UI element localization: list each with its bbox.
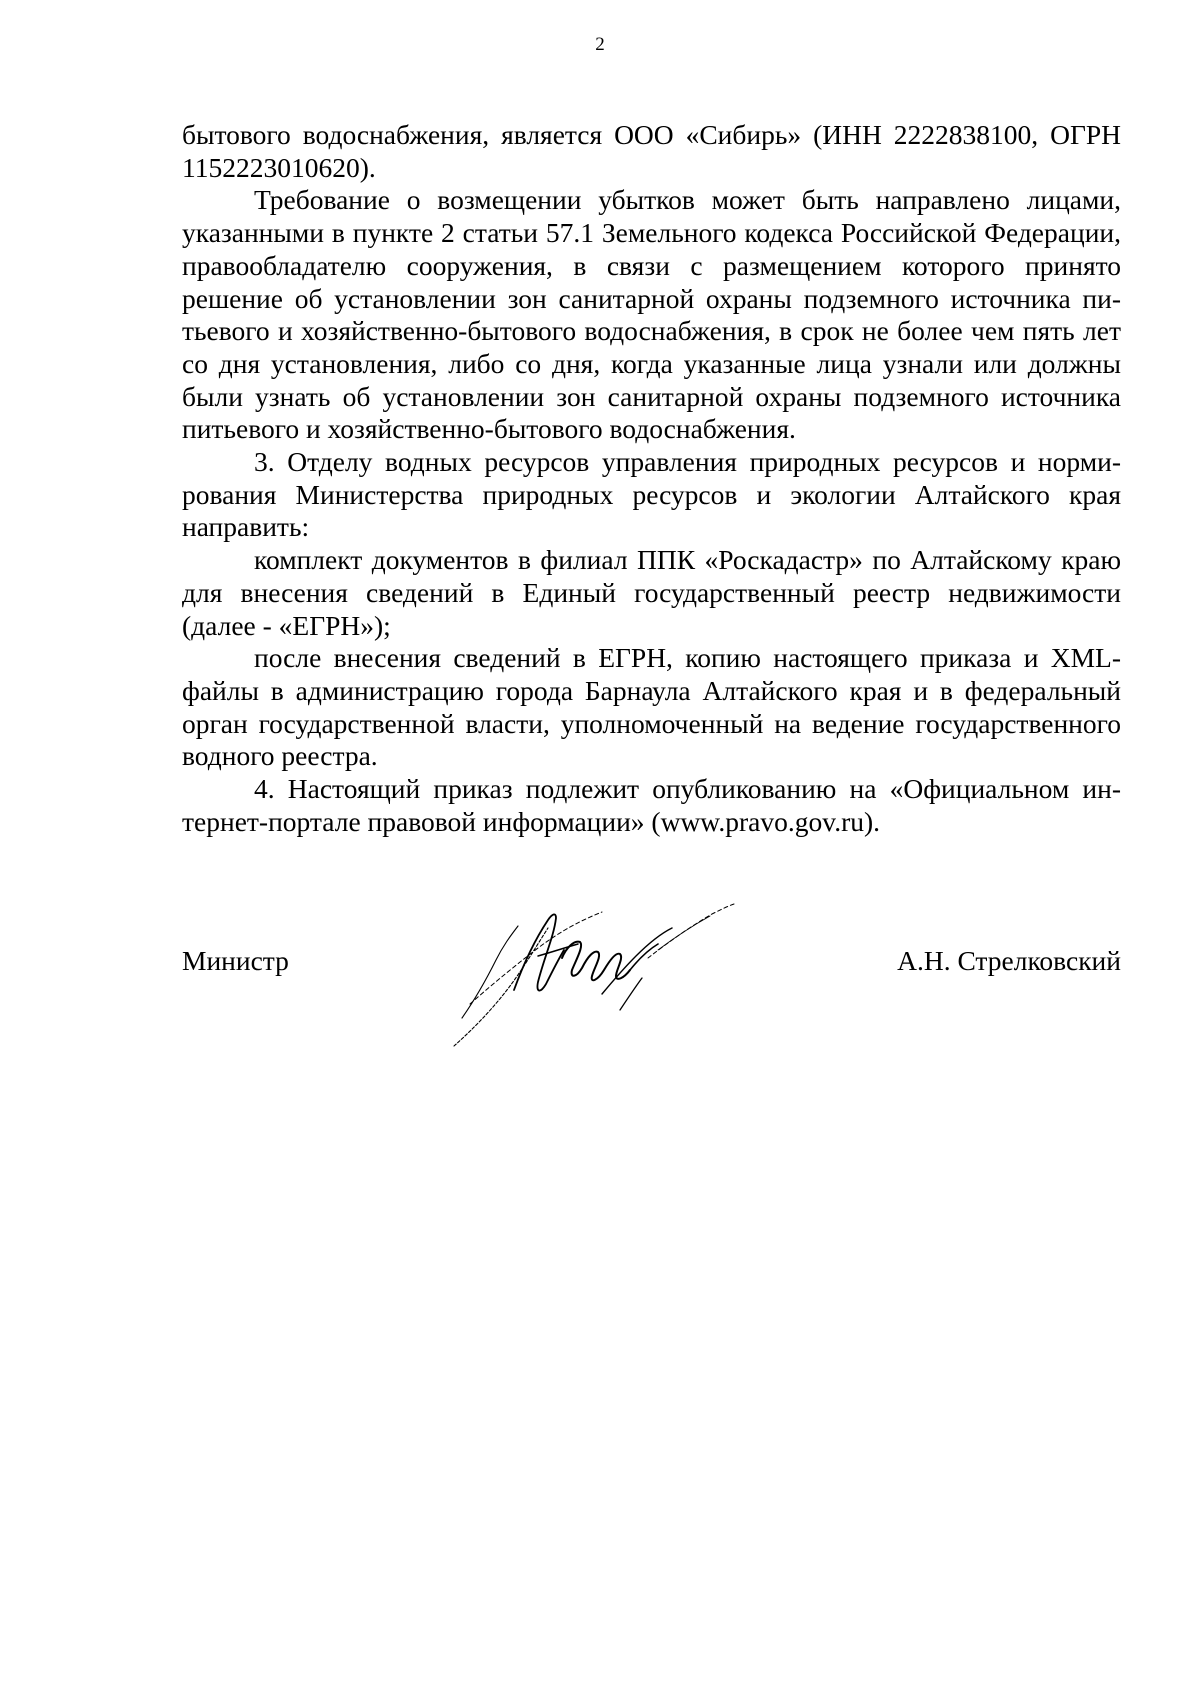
signature-block [182,945,1121,985]
paragraph-2: Требование о возмещении убытков может быть направлено лицами, указанными в пункте 2 статьи 57.1 Земельного кодекса Российской Федерации, правообладателю сооружения, в связи с размещением которого принято решение об установлении зон санитарной охраны подземного источника питьевого и хозяйственно-бытового водоснабжения, в срок не более чем пять лет со дня установления, либо со дня, когда указанные лица узнали или должны были узнать об установлении зон санитарной охраны подземного источника питьевого и хозяйственно-бытового водоснабжения. [182,184,1121,445]
page-number: 2 [595,34,605,55]
paragraph-1: бытового водоснабжения, является ООО «Сибирь» (ИНН 2222838100, ОГРН 1152223010620). [182,119,1121,183]
paragraph-6: 4. Настоящий приказ подлежит опубликованию на «Официальном интернет-портале правовой информации» (www.pravo.gov.ru). [182,773,1121,837]
paragraph-3: 3. Отделу водных ресурсов управления природных ресурсов и нормирования Министерства природных ресурсов и экологии Алтайского края направить: [182,446,1121,543]
signer-title: Министр [182,945,289,976]
document-body [182,119,1121,838]
paragraph-5: после внесения сведений в ЕГРН, копию настоящего приказа и XML-файлы в администрацию города Барнаула Алтайского края и в федеральный орган государственной власти, уполномоченный на ведение государственного водного реестра. [182,642,1121,772]
paragraph-4: комплект документов в филиал ППК «Роскадастр» по Алтайскому краю для внесения сведений в Единый государственный реестр недвижимости (далее - «ЕГРН»); [182,544,1121,641]
signer-name: А.Н. Стрелковский [897,945,1121,976]
